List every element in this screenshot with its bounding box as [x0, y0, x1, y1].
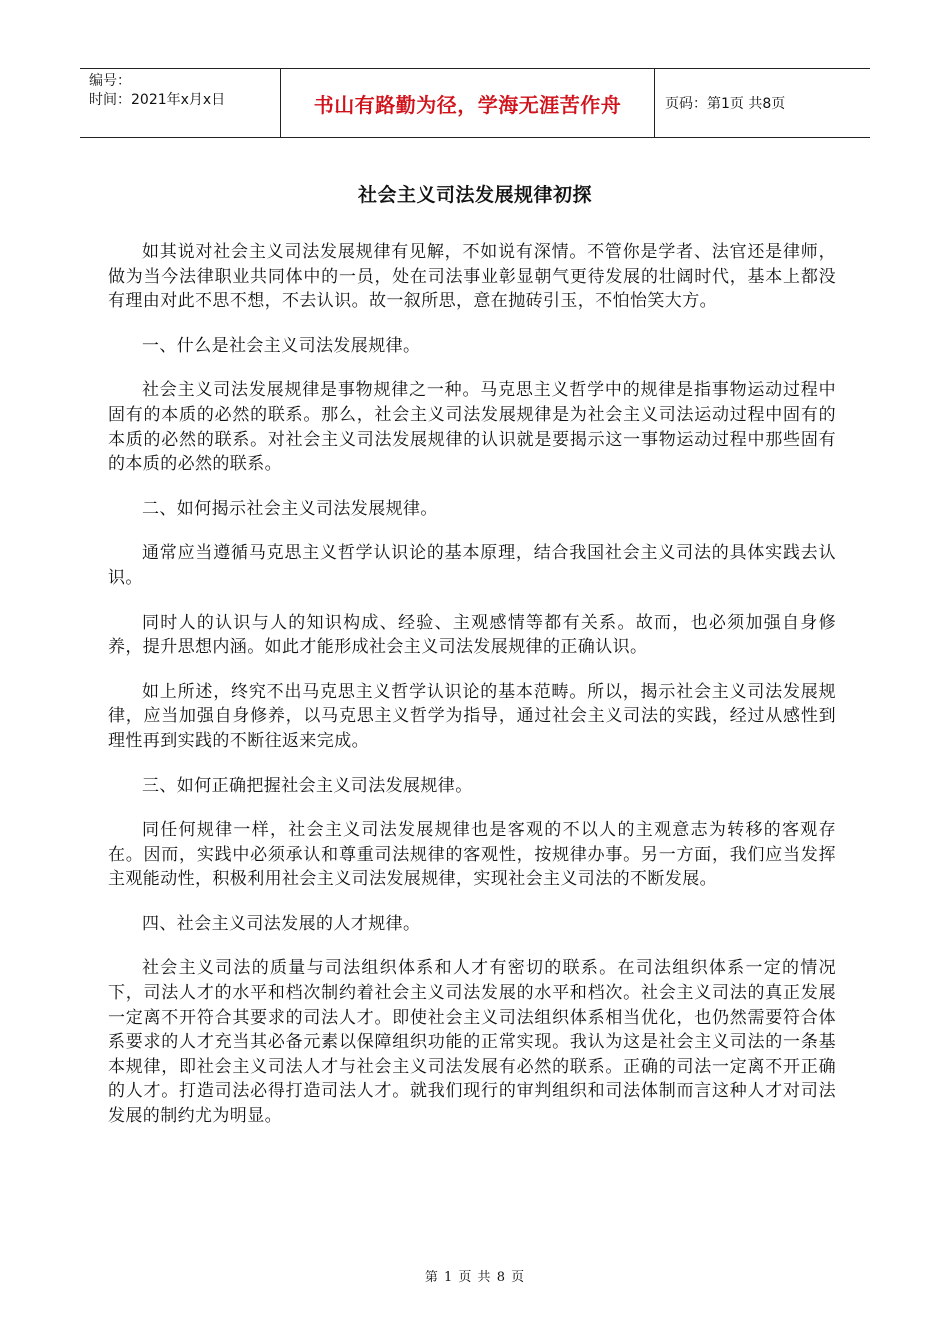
- header-meta: [80, 69, 281, 137]
- paragraph: 通常应当遵循马克思主义哲学认识论的基本原理，结合我国社会主义司法的具体实践去认识。: [108, 543, 836, 588]
- motto-text: 书山有路勤为径，学海无涯苦作舟: [313, 92, 622, 117]
- paragraph: 如上所述，终究不出马克思主义哲学认识论的基本范畴。所以，揭示社会主义司法发展规律，应当加强自身修养，以马克思主义哲学为指导，通过社会主义司法的实践，经过从感性到理性再到实践的不断往返来完成。: [108, 681, 836, 751]
- section-heading-4: 四、社会主义司法发展的人才规律。: [142, 913, 421, 934]
- header-motto-cell: [281, 69, 655, 137]
- section-heading-2: 二、如何揭示社会主义司法发展规律。: [142, 498, 438, 519]
- paragraph: 社会主义司法的质量与司法组织体系和人才有密切的联系。在司法组织体系一定的情况下，司法人才的水平和档次制约着社会主义司法发展的水平和档次。社会主义司法的真正发展一定离不开符合其要求的司法人才。即使社会主义司法组织体系相当优化，也仍然需要符合体系要求的人才充当其必备元素以保障组织功能的正常实现。我认为这是社会主义司法的一条基本规律，即社会主义司法人才与社会主义司法发展有必然的联系。正确的司法一定离不开正确的人才。打造司法必得打造司法人才。就我们现行的审判组织和司法体制而言这种人才对司法发展的制约尤为明显。: [108, 958, 836, 1127]
- date-label: 时间：2021年x月x日: [89, 92, 226, 108]
- document-header: [80, 68, 870, 138]
- paragraph: 社会主义司法发展规律是事物规律之一种。马克思主义哲学中的规律是指事物运动过程中固有的本质的必然的联系。那么，社会主义司法发展规律是为社会主义司法运动过程中固有的本质的必然的联系。对社会主义司法发展规律的认识就是要揭示这一事物运动过程中那些固有的本质的必然的联系。: [108, 380, 836, 475]
- page-footer: 第 1 页 共 8 页: [424, 1270, 526, 1285]
- section-heading-1: 一、什么是社会主义司法发展规律。: [142, 335, 421, 356]
- paragraph: 同时人的认识与人的知识构成、经验、主观感情等都有关系。故而，也必须加强自身修养，提升思想内涵。如此才能形成社会主义司法发展规律的正确认识。: [108, 612, 836, 658]
- document-title: 社会主义司法发展规律初探: [357, 184, 592, 206]
- number-label: 编号：: [89, 73, 131, 89]
- header-page-info: [655, 69, 870, 137]
- document-body: [108, 240, 836, 1149]
- page-info-text: 页码：第1页 共8页: [665, 96, 786, 112]
- section-heading-3: 三、如何正确把握社会主义司法发展规律。: [142, 775, 473, 796]
- paragraph-intro: 如其说对社会主义司法发展规律有见解，不如说有深情。不管你是学者、法官还是律师，做为当今法律职业共同体中的一员，处在司法事业彰显朝气更待发展的壮阔时代，基本上都没有理由对此不思不想，不去认识。故一叙所思，意在抛砖引玉，不怕怡笑大方。: [108, 242, 836, 312]
- paragraph: 同任何规律一样，社会主义司法发展规律也是客观的不以人的主观意志为转移的客观存在。因而，实践中必须承认和尊重司法规律的客观性，按规律办事。另一方面，我们应当发挥主观能动性，积极利用社会主义司法发展规律，实现社会主义司法的不断发展。: [108, 820, 836, 890]
